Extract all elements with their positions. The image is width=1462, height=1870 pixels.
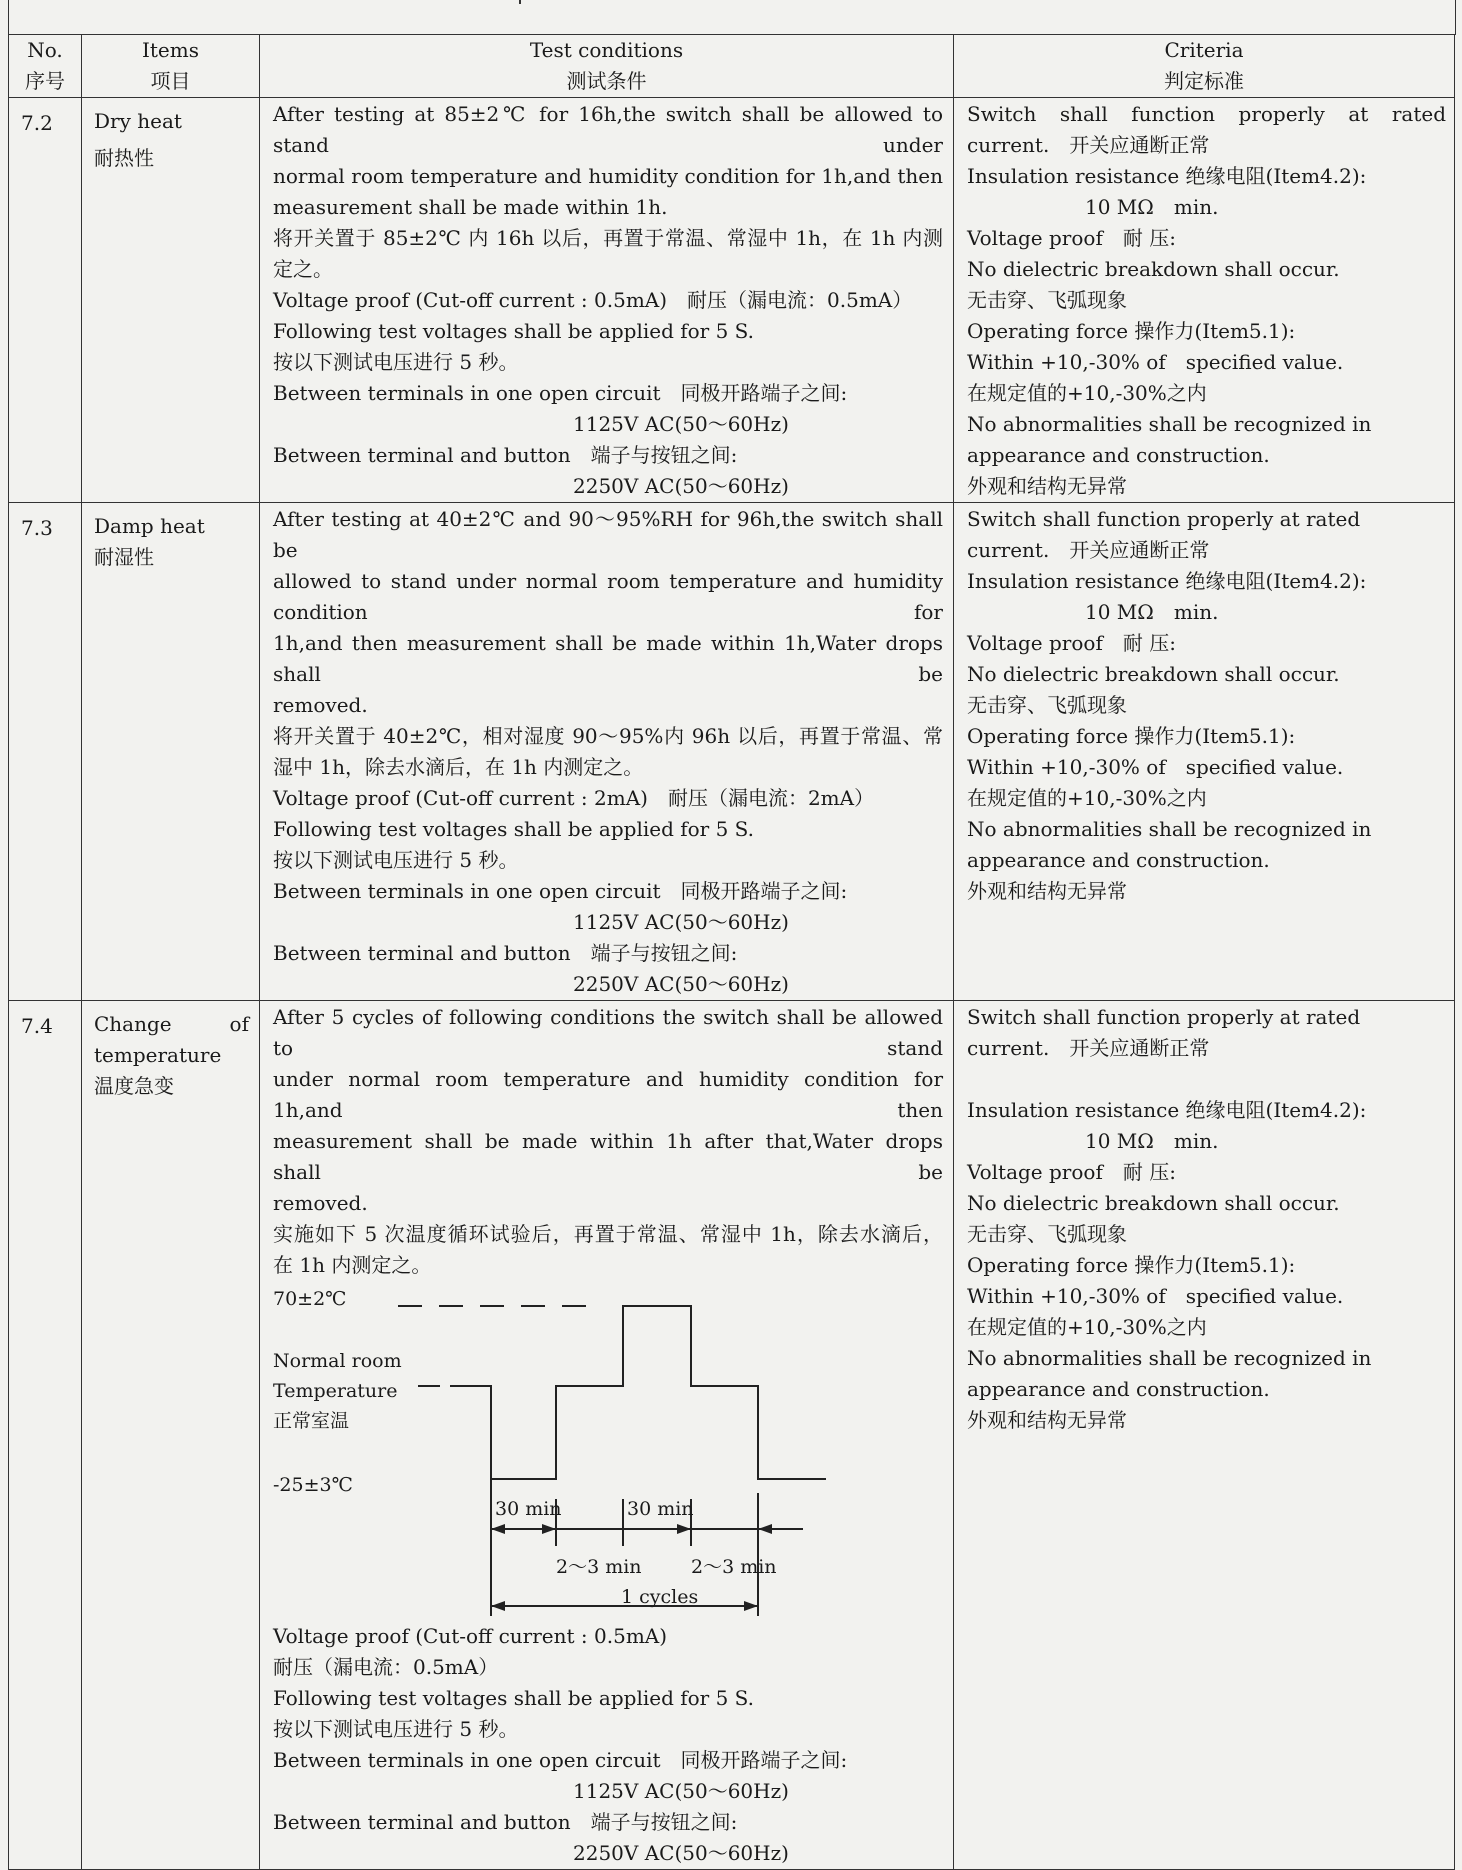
temperature-cycle-svg bbox=[273, 1281, 873, 1621]
arrow-head bbox=[491, 1601, 505, 1611]
row-criteria: Switch shall function properly at rated current. 开关应通断正常 Insulation resistance 绝缘电阻(Item4.2): 10 MΩ min. Voltage proof 耐 压: No dielectric breakdown shall occur. 无击穿、飞弧现象 Operating force 操作力(Item5.1): Within +10,-30% of specified value. 在规定值的+10,-30%之内 No abnormalities shall be recognized in appearance and construction. 外观和结构无异常 bbox=[954, 98, 1455, 503]
row-test-conditions: After testing at 40±2℃ and 90～95%RH for 96h,the switch shall be allowed to stand under normal room temperature and humidity condition for 1h,and then measurement shall be made within 1h,Water drops shall be removed. 将开关置于 40±2℃，相对湿度 90～95%内 96h 以后，再置于常温、常 湿中 1h，除去水滴后，在 1h 内测定之。 Voltage proof (Cut-off current : 2mA) 耐压（漏电流：2mA） Following test voltages shall be applied for 5 S. 按以下测试电压进行 5 秒。 Between terminals in one open circuit 同极开路端子之间: 1125V AC(50～60Hz) Between terminal and button 端子与按钮之间: 2250V AC(50～60Hz) bbox=[260, 503, 954, 1001]
row-test-conditions: After testing at 85±2℃ for 16h,the switch shall be allowed to stand under normal room temperature and humidity condition for 1h,and then measurement shall be made within 1h. 将开关置于 85±2℃ 内 16h 以后，再置于常温、常湿中 1h，在 1h 内测 定之。 Voltage proof (Cut-off current : 0.5mA) 耐压（漏电流：0.5mA） Following test voltages shall be applied for 5 S. 按以下测试电压进行 5 秒。 Between terminals in one open circuit 同极开路端子之间: 1125V AC(50～60Hz) Between terminal and button 端子与按钮之间: 2250V AC(50～60Hz) bbox=[260, 98, 954, 503]
arrow-head bbox=[758, 1524, 772, 1534]
arrow-head bbox=[491, 1524, 505, 1534]
temperature-cycle-diagram bbox=[273, 1281, 873, 1621]
temperature-profile-line bbox=[468, 1306, 826, 1479]
arrow-head bbox=[744, 1601, 758, 1611]
cycle-label: 1 cycles bbox=[621, 1586, 699, 1608]
header-items: Items 项目 bbox=[82, 35, 260, 98]
row-test-conditions: After 5 cycles of following conditions the switch shall be allowed to stand under normal room temperature and humidity condition for 1h,and then measurement shall be made within 1h after that,Water drops shall be removed. 实施如下 5 次温度循环试验后，再置于常温、常湿中 1h，除去水滴后， 在 1h 内测定之。 70±2℃ Normal room Temperature 正常室温 -25±3℃ 30 min 30 min 2～3 min 2～3 min 1 cycles Voltage proof (Cut-off current : 0.5mA) 耐压（漏电流：0.5mA） Following test voltages shall be applied for 5 S. 按以下测试电压进行 5 秒。 Between terminals in one open circuit 同极开路端子之间: 1125V AC(50～60Hz) Between terminal and button 端子与按钮之间: 2250V AC(50～60Hz) bbox=[260, 1001, 954, 1870]
row-item: Damp heat 耐湿性 bbox=[82, 503, 260, 1001]
test-spec-table bbox=[8, 34, 1455, 1870]
label-normal-1: Normal room bbox=[273, 1350, 402, 1372]
label-normal-2: Temperature bbox=[273, 1380, 398, 1402]
label-low-temp: -25±3℃ bbox=[273, 1474, 353, 1496]
row-criteria: Switch shall function properly at rated current. 开关应通断正常 Insulation resistance 绝缘电阻(Item4.2): 10 MΩ min. Voltage proof 耐 压: No dielectric breakdown shall occur. 无击穿、飞弧现象 Operating force 操作力(Item5.1): Within +10,-30% of specified value. 在规定值的+10,-30%之内 No abnormalities shall be recognized in appearance and construction. 外观和结构无异常 bbox=[954, 1001, 1455, 1870]
row-item: Change of temperature 温度急变 bbox=[82, 1001, 260, 1870]
transition-label: 2～3 min bbox=[556, 1556, 642, 1578]
row-item: Dry heat 耐热性 bbox=[82, 98, 260, 503]
table-row bbox=[9, 503, 1455, 1001]
table-row bbox=[9, 1001, 1455, 1870]
label-normal-3: 正常室温 bbox=[273, 1410, 350, 1432]
transition-label: 2～3 min bbox=[691, 1556, 777, 1578]
duration-label: 30 min bbox=[495, 1498, 562, 1520]
row-number: 7.4 bbox=[9, 1001, 82, 1870]
duration-label: 30 min bbox=[627, 1498, 694, 1520]
top-header-band bbox=[8, 0, 1456, 35]
arrow-head bbox=[677, 1524, 691, 1534]
table-header-row bbox=[9, 35, 1455, 98]
header-no: No. 序号 bbox=[9, 35, 82, 98]
header-criteria: Criteria 判定标准 bbox=[954, 35, 1455, 98]
label-high-temp: 70±2℃ bbox=[273, 1288, 347, 1310]
arrow-head bbox=[542, 1524, 556, 1534]
row-number: 7.2 bbox=[9, 98, 82, 503]
table-row bbox=[9, 98, 1455, 503]
row-criteria: Switch shall function properly at rated current. 开关应通断正常 Insulation resistance 绝缘电阻(Item4.2): 10 MΩ min. Voltage proof 耐 压: No dielectric breakdown shall occur. 无击穿、飞弧现象 Operating force 操作力(Item5.1): Within +10,-30% of specified value. 在规定值的+10,-30%之内 No abnormalities shall be recognized in appearance and construction. 外观和结构无异常 bbox=[954, 503, 1455, 1001]
header-test-conditions: Test conditions 测试条件 bbox=[260, 35, 954, 98]
row-number: 7.3 bbox=[9, 503, 82, 1001]
